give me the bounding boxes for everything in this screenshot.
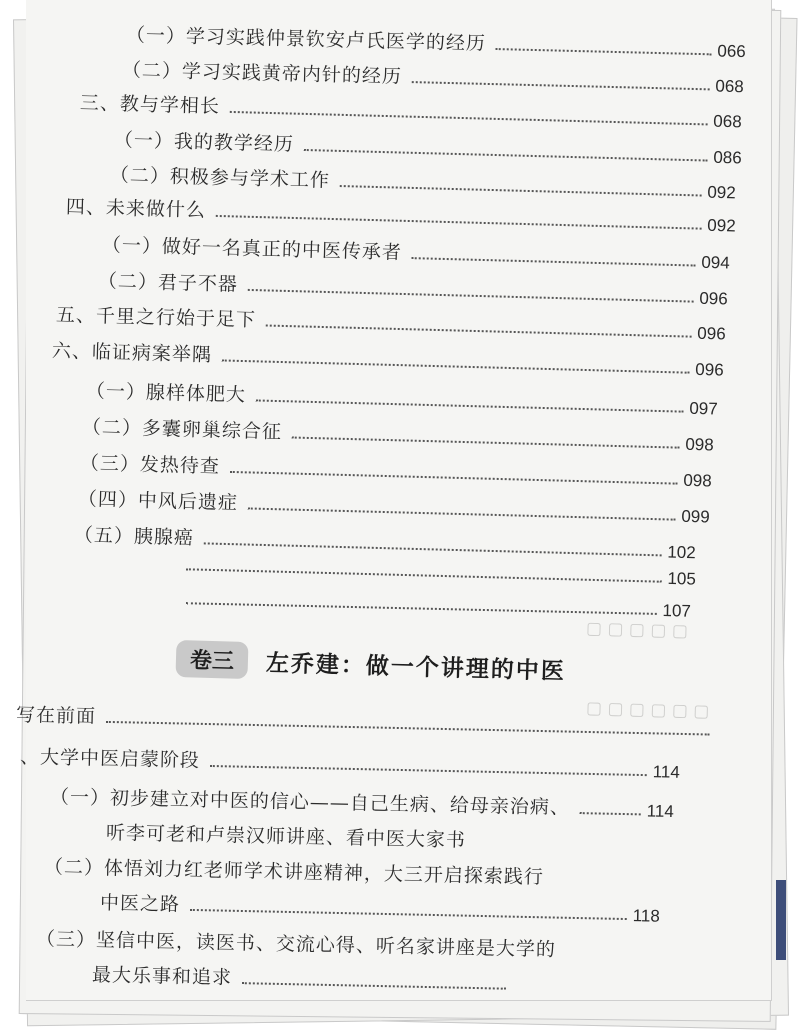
toc-entry[interactable]: 105 bbox=[176, 556, 696, 590]
leader-dots bbox=[216, 215, 701, 230]
toc-entry[interactable]: （三）坚信中医，读医书、交流心得、听名家讲座是大学的 bbox=[35, 928, 557, 961]
toc-page bbox=[15, 0, 772, 1001]
toc-entry[interactable]: （一）学习实践仲景钦安卢氏医学的经历 066 bbox=[125, 24, 746, 62]
leader-dots bbox=[190, 909, 627, 920]
toc-entry[interactable]: （二）多囊卵巢综合征 098 bbox=[81, 416, 714, 455]
leader-dots bbox=[106, 721, 710, 736]
bleed-through-text: ▢ ▢ ▢ ▢ ▢ bbox=[585, 618, 689, 642]
toc-entry[interactable]: （一）我的教学经历 086 bbox=[113, 129, 742, 168]
leader-dots bbox=[292, 436, 680, 448]
leader-dots bbox=[340, 185, 702, 196]
toc-entry[interactable]: （一）做好一名真正的中医传承者 094 bbox=[101, 234, 730, 273]
toc-entry[interactable]: 四、未来做什么 092 bbox=[65, 196, 736, 236]
leader-dots bbox=[210, 765, 647, 776]
volume-badge: 卷三 bbox=[175, 640, 248, 679]
leader-dots bbox=[580, 812, 641, 815]
toc-entry[interactable]: （三）发热待查 098 bbox=[79, 452, 712, 491]
toc-entry[interactable]: 最大乐事和追求 bbox=[92, 960, 512, 996]
toc-entry[interactable]: （四）中风后遗症 099 bbox=[77, 488, 710, 527]
bleed-through-text: ▢ ▢ ▢ ▢ ▢ ▢ bbox=[585, 698, 710, 722]
toc-entry[interactable]: （二）积极参与学术工作 092 bbox=[109, 164, 736, 203]
leader-dots bbox=[412, 81, 710, 90]
toc-entry[interactable]: 107 bbox=[176, 590, 691, 622]
leader-dots bbox=[204, 542, 662, 556]
toc-entry[interactable]: （二）学习实践黄帝内针的经历 068 bbox=[121, 59, 744, 97]
leader-dots bbox=[248, 507, 676, 520]
toc-entry[interactable]: （五）胰腺癌 102 bbox=[73, 524, 696, 563]
leader-dots bbox=[256, 399, 684, 412]
toc-entry-continuation: 听李可老和卢崇汉师讲座、看中医大家书 bbox=[105, 822, 467, 852]
leader-dots bbox=[304, 149, 708, 162]
leader-dots bbox=[230, 471, 678, 485]
toc-entry[interactable]: 三、教与学相长 068 bbox=[79, 92, 742, 132]
leader-dots bbox=[242, 982, 506, 990]
toc-entry[interactable]: 写在前面 bbox=[16, 700, 716, 742]
toc-entry[interactable]: 、大学中医启蒙阶段 114 bbox=[19, 746, 680, 782]
toc-entry[interactable]: （一）腺样体肥大 097 bbox=[85, 380, 718, 419]
book-spine-stripe bbox=[776, 880, 786, 960]
toc-entry[interactable]: 中医之路 118 bbox=[99, 892, 661, 926]
toc-entry[interactable]: （二）体悟刘力红老师学术讲座精神，大三开启探索践行 bbox=[43, 856, 545, 889]
volume-title: 左乔建：做一个讲理的中医 bbox=[265, 650, 567, 685]
leader-dots bbox=[266, 324, 692, 337]
volume-heading bbox=[175, 640, 566, 688]
leader-dots bbox=[248, 289, 694, 303]
leader-dots bbox=[230, 111, 707, 126]
toc-entry[interactable]: （一）初步建立对中医的信心——自己生病、给母亲治病、 114 bbox=[49, 786, 674, 822]
leader-dots bbox=[222, 359, 690, 373]
toc-entry[interactable]: 六、临证病案举隅 096 bbox=[51, 340, 724, 380]
leader-dots bbox=[412, 257, 696, 266]
toc-entry[interactable]: 五、千里之行始于足下 096 bbox=[55, 304, 726, 344]
leader-dots bbox=[186, 602, 657, 615]
toc-entry[interactable]: （二）君子不器 096 bbox=[97, 270, 728, 309]
leader-dots bbox=[186, 568, 662, 582]
leader-dots bbox=[496, 48, 712, 55]
